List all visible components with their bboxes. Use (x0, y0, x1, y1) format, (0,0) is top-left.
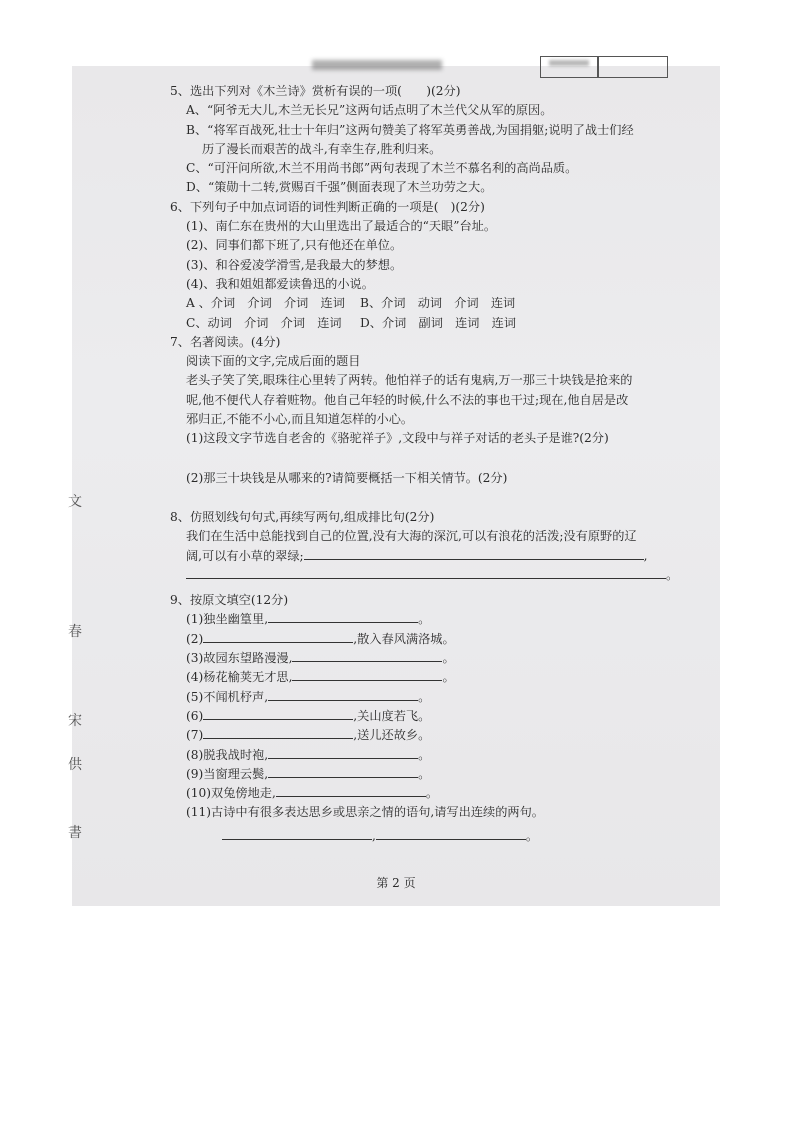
q9-item-blank[interactable] (203, 630, 353, 643)
q7-answer-space-1[interactable] (170, 449, 690, 469)
q9-item-prompt: (4)杨花榆荚无才思, (186, 670, 293, 685)
q8-blank-2[interactable] (186, 566, 666, 579)
q9-item-prompt: (8)脱我战时袍, (186, 747, 269, 762)
q9-item-suffix: 。 (418, 766, 431, 781)
q7-passage-line1: 老头子笑了笑,眼珠往心里转了两转。他怕祥子的话有鬼病,万一那三十块钱是抢来的 (186, 373, 633, 388)
score-box (540, 56, 668, 78)
q9-item-suffix: 。 (442, 651, 455, 666)
q9-item-blank[interactable] (276, 784, 426, 797)
q8-text-line2 (170, 547, 690, 566)
questions (170, 82, 690, 846)
q9-item (170, 610, 690, 629)
q6-options-row-2 (170, 314, 690, 333)
q5-option-b-line1: B、“将军百战死,壮士十年归”这两句赞美了将军英勇善战,为国捐躯;说明了战士们经 (186, 122, 634, 137)
q9-item-11: (11)古诗中有很多表达思乡或思亲之情的语句,请写出连续的两句。 (186, 805, 544, 820)
q5-option-b-line2: 历了漫长而艰苦的战斗,有幸生存,胜利归来。 (202, 141, 442, 156)
q7-passage-line2: 呢,他不便代人存着赃物。他自己年轻的时候,什么不法的事也干过;现在,他自居是改 (186, 392, 629, 407)
q6-option-a: A 、介词 介词 介词 连词 (186, 296, 345, 311)
q6-sentence-2: (2)、同事们都下班了,只有他还在单位。 (186, 238, 403, 253)
q9-item-prompt: (10)双兔傍地走, (186, 786, 276, 801)
q9-item-11-answer (170, 827, 690, 846)
q9-item-11-period: 。 (525, 828, 539, 843)
q9-item-suffix: 。 (418, 747, 431, 762)
q9-item (170, 668, 690, 687)
page-number: 第 2 页 (376, 876, 416, 890)
q6-options-row-1 (170, 294, 690, 313)
q7-subquestion-2: (2)那三十块钱是从哪来的?请简要概括一下相关情节。(2分) (186, 470, 508, 485)
q9-item-blank[interactable] (292, 649, 442, 662)
cropped-header (72, 66, 720, 78)
q9-item-prompt: (5)不闻机杼声, (186, 689, 269, 704)
q9-item (170, 726, 690, 745)
q6-title: 6、下列句子中加点词语的词性判断正确的一项是( )(2分) (170, 199, 485, 214)
q6-option-d: D、介词 副词 连词 连词 (360, 315, 517, 330)
q9-title: 9、按原文填空(12分) (170, 593, 289, 608)
q9-item-blank[interactable] (203, 707, 353, 720)
q9-item-11-blank-1[interactable] (222, 827, 372, 840)
q9-item-blank[interactable] (292, 668, 442, 681)
q7-passage-line3: 邪归正,不能不小心,而且知道怎样的小心。 (186, 412, 414, 427)
q9-item-11-blank-2[interactable] (376, 827, 526, 840)
q9-item-prompt: (1)独坐幽篁里, (186, 612, 269, 627)
q9-item-blank[interactable] (268, 746, 418, 759)
q9-item-suffix: 。 (418, 612, 431, 627)
margin-char: 書 (68, 825, 82, 841)
q9-item-prompt: (3)故园东望路漫漫, (186, 651, 293, 666)
q9-item (170, 746, 690, 765)
q9-item-blank[interactable] (268, 610, 418, 623)
q8-title: 8、仿照划线句句式,再续写两句,组成排比句(2分) (170, 509, 435, 524)
q7-answer-space-2[interactable] (170, 488, 690, 508)
q8-period: 。 (666, 567, 679, 582)
q6-option-c: C、动词 介词 介词 连词 (186, 315, 342, 330)
q9-item-prompt: (9)当窗理云鬓, (186, 766, 269, 781)
margin-char: 供 (68, 757, 82, 773)
q9-item-blank[interactable] (268, 688, 418, 701)
q9-item-suffix: 。 (442, 670, 455, 685)
q9-item-suffix: ,关山度若飞。 (353, 708, 431, 723)
q9-item (170, 630, 690, 649)
q6-sentence-1: (1)、南仁东在贵州的大山里选出了最适合的“天眼”台址。 (186, 219, 497, 234)
exam-page-photo (68, 66, 720, 906)
q8-text-line3 (170, 566, 690, 585)
q8-comma: , (643, 548, 648, 563)
margin-char: 春 (68, 624, 82, 640)
q9-item (170, 707, 690, 726)
q9-item-prompt: (7) (186, 728, 204, 743)
q8-blank-1[interactable] (304, 547, 644, 560)
q8-text-line1: 我们在生活中总能找到自己的位置,没有大海的深沉,可以有浪花的活泼;没有原野的辽 (186, 529, 637, 544)
score-box-label (549, 60, 589, 66)
q9-item-prompt: (2) (186, 631, 204, 646)
q6-sentence-4: (4)、我和姐姐都爱读鲁迅的小说。 (186, 276, 374, 291)
q9-item (170, 688, 690, 707)
q5-title: 5、选出下列对《木兰诗》赏析有误的一项( )(2分) (170, 84, 461, 98)
q9-items (170, 610, 690, 803)
q9-item-blank[interactable] (268, 765, 418, 778)
q9-item (170, 784, 690, 803)
q7-title: 7、名著阅读。(4分) (170, 334, 281, 349)
cropped-header-text (312, 60, 442, 70)
q9-item-prompt: (6) (186, 708, 204, 723)
q9-item (170, 649, 690, 668)
q8-text-line2-text: 阔,可以有小草的翠绿; (186, 548, 304, 563)
q9-item-11-comma: , (372, 828, 376, 843)
margin-char: 宋 (68, 713, 82, 729)
margin-char: 文 (68, 494, 82, 510)
q5-option-a: A、“阿爷无大儿,木兰无长兄”这两句话点明了木兰代父从军的原因。 (186, 103, 553, 118)
q9-item-blank[interactable] (203, 726, 353, 739)
q9-item-suffix: ,送儿还故乡。 (353, 728, 431, 743)
q9-item (170, 765, 690, 784)
q5-option-d: D、“策勋十二转,赏赐百千强”侧面表现了木兰功劳之大。 (186, 180, 493, 195)
q5-option-c: C、“可汗问所欲,木兰不用尚书郎”两句表现了木兰不慕名利的高尚品质。 (186, 161, 578, 176)
q9-item-suffix: 。 (425, 786, 439, 801)
q6-sentence-3: (3)、和谷爱凌学滑雪,是我最大的梦想。 (186, 257, 403, 272)
q9-item-suffix: ,散入春风满洛城。 (353, 631, 455, 646)
q6-option-b: B、介词 动词 介词 连词 (360, 296, 516, 311)
q9-item-suffix: 。 (418, 689, 431, 704)
q7-subquestion-1: (1)这段文字节选自老舍的《骆驼祥子》,文段中与祥子对话的老头子是谁?(2分) (186, 431, 609, 446)
q7-intro: 阅读下面的文字,完成后面的题目 (186, 354, 361, 369)
